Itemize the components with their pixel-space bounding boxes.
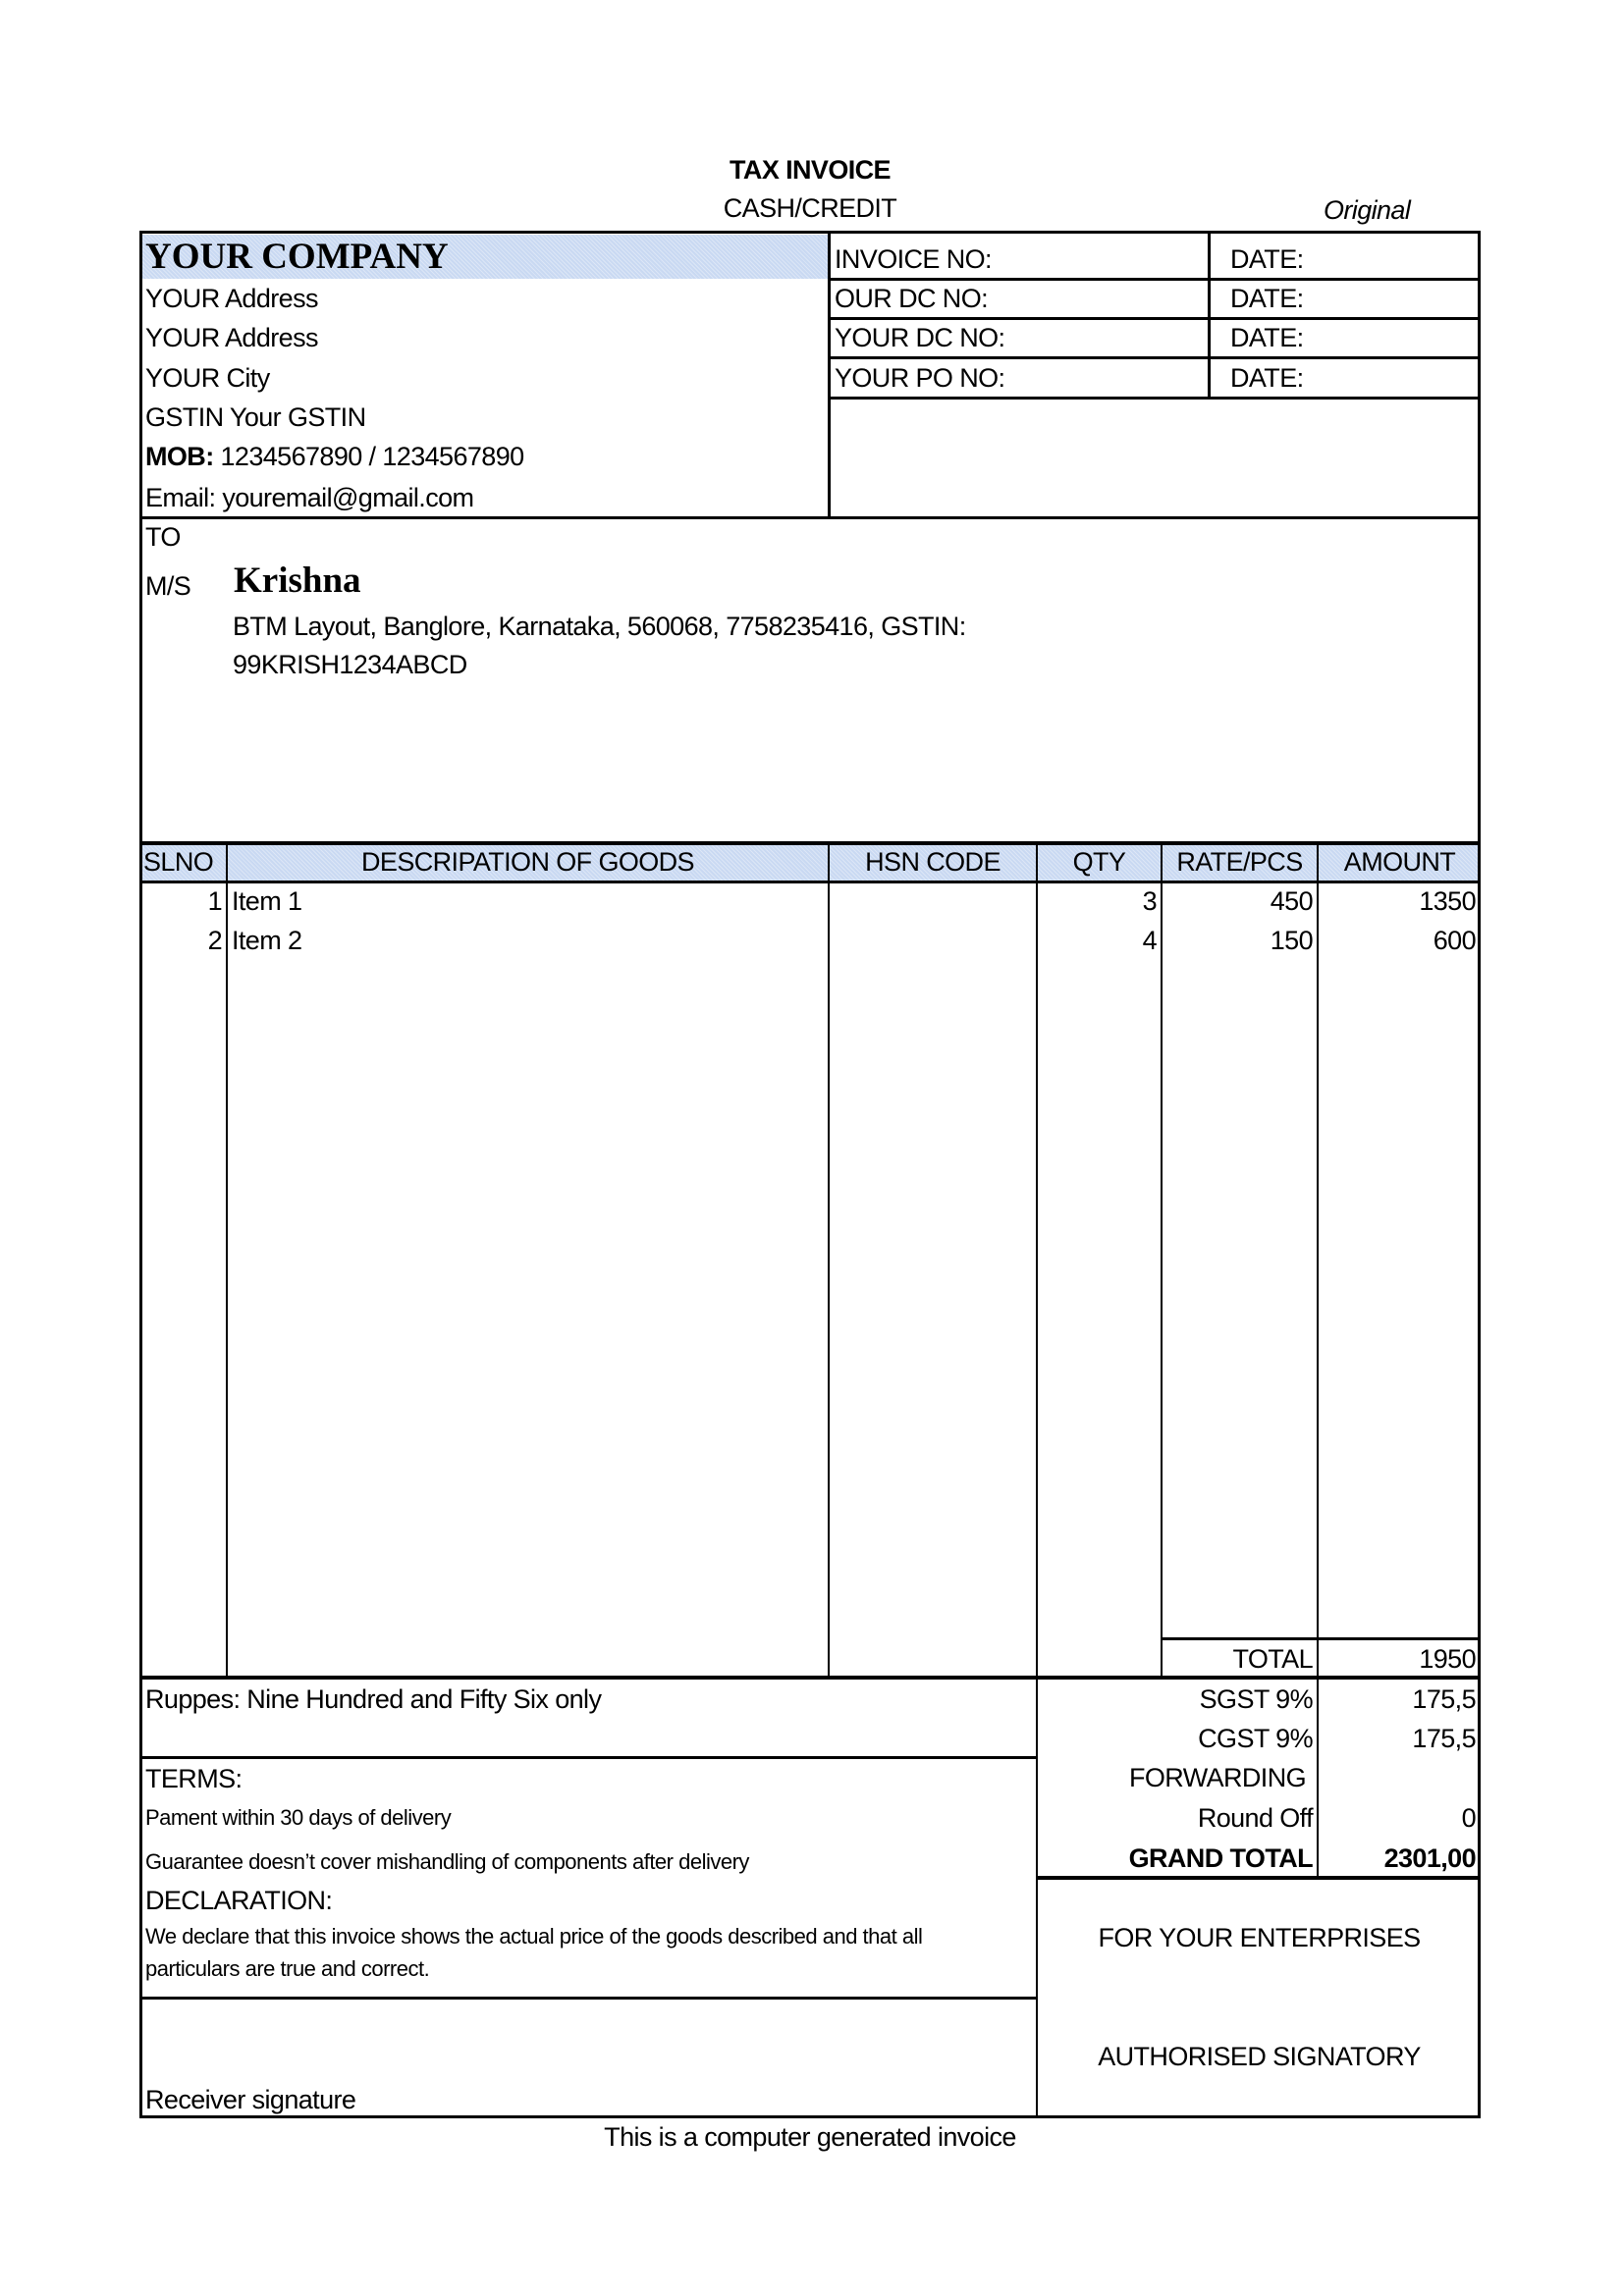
row-description: Item 2 — [232, 926, 302, 955]
copy-label: Original — [1324, 195, 1411, 225]
header-description: DESCRIPATION OF GOODS — [361, 847, 694, 877]
customer-address-line1: BTM Layout, Banglore, Karnataka, 560068, 7758235416, GSTIN: — [233, 612, 966, 641]
declaration-title: DECLARATION: — [145, 1886, 333, 1915]
row-slno: 2 — [207, 926, 222, 955]
your-dc-date-label: DATE: — [1230, 323, 1304, 352]
footer-note: This is a computer generated invoice — [604, 2122, 1016, 2152]
grand-total-value: 2301,00 — [1383, 1843, 1476, 1873]
company-city: YOUR City — [145, 363, 270, 393]
forwarding-label: FORWARDING — [1129, 1763, 1306, 1792]
sgst-value: 175,5 — [1412, 1684, 1476, 1714]
total-label: TOTAL — [1232, 1644, 1313, 1674]
mobile-label: MOB: — [145, 442, 214, 471]
header-qty: QTY — [1072, 847, 1126, 877]
our-dc-date-label: DATE: — [1230, 284, 1304, 313]
terms-title: TERMS: — [145, 1764, 243, 1793]
authorised-signatory-label: AUTHORISED SIGNATORY — [1098, 2042, 1421, 2071]
our-dc-no-label: OUR DC NO: — [835, 284, 989, 313]
company-name: YOUR COMPANY — [145, 237, 449, 277]
row-amount: 1350 — [1419, 886, 1476, 916]
company-mobile — [145, 444, 524, 470]
mobile-value: 1234567890 / 1234567890 — [213, 442, 524, 471]
declaration-line1: We declare that this invoice shows the actual price of the goods described and that all — [145, 1924, 923, 1949]
row-description: Item 1 — [232, 886, 302, 916]
customer-address-line2: 99KRISH1234ABCD — [233, 650, 467, 679]
round-off-label: Round Off — [1197, 1803, 1313, 1833]
terms-item: Guarantee doesn’t cover mishandling of components after delivery — [145, 1849, 749, 1874]
header-amount: AMOUNT — [1343, 847, 1456, 877]
your-po-date-label: DATE: — [1230, 363, 1304, 393]
row-rate: 150 — [1270, 926, 1313, 955]
company-address-line1: YOUR Address — [145, 284, 318, 313]
row-amount: 600 — [1433, 926, 1476, 955]
row-qty: 4 — [1142, 926, 1157, 955]
email-label: Email: — [145, 483, 223, 512]
row-qty: 3 — [1142, 886, 1157, 916]
company-email — [145, 485, 473, 511]
receiver-signature-label: Receiver signature — [145, 2085, 356, 2114]
terms-item: Pament within 30 days of delivery — [145, 1805, 452, 1830]
round-off-value: 0 — [1461, 1803, 1476, 1833]
invoice-title: TAX INVOICE — [730, 155, 891, 185]
sgst-label: SGST 9% — [1199, 1684, 1313, 1714]
header-slno: SLNO — [143, 847, 214, 877]
amount-in-words: Ruppes: Nine Hundred and Fifty Six only — [145, 1684, 602, 1714]
grand-total-label: GRAND TOTAL — [1128, 1843, 1313, 1873]
invoice-subtitle: CASH/CREDIT — [723, 193, 897, 223]
row-slno: 1 — [207, 886, 222, 916]
header-rate: RATE/PCS — [1176, 847, 1303, 877]
ms-label: M/S — [145, 571, 191, 601]
invoice-date-label: DATE: — [1230, 244, 1304, 274]
to-label: TO — [145, 522, 181, 552]
header-hsn-code: HSN CODE — [865, 847, 1001, 877]
company-address-line2: YOUR Address — [145, 323, 318, 352]
email-value[interactable]: youremail@gmail.com — [222, 483, 474, 512]
customer-name: Krishna — [234, 561, 361, 601]
for-company-label: FOR YOUR ENTERPRISES — [1098, 1923, 1421, 1952]
total-value: 1950 — [1419, 1644, 1476, 1674]
invoice-border — [139, 231, 1481, 2118]
cgst-value: 175,5 — [1412, 1724, 1476, 1753]
your-po-no-label: YOUR PO NO: — [835, 363, 1005, 393]
invoice-no-label: INVOICE NO: — [835, 244, 992, 274]
your-dc-no-label: YOUR DC NO: — [835, 323, 1005, 352]
company-gstin: GSTIN Your GSTIN — [145, 402, 366, 432]
declaration-line2: particulars are true and correct. — [145, 1956, 430, 1981]
cgst-label: CGST 9% — [1198, 1724, 1313, 1753]
row-rate: 450 — [1270, 886, 1313, 916]
